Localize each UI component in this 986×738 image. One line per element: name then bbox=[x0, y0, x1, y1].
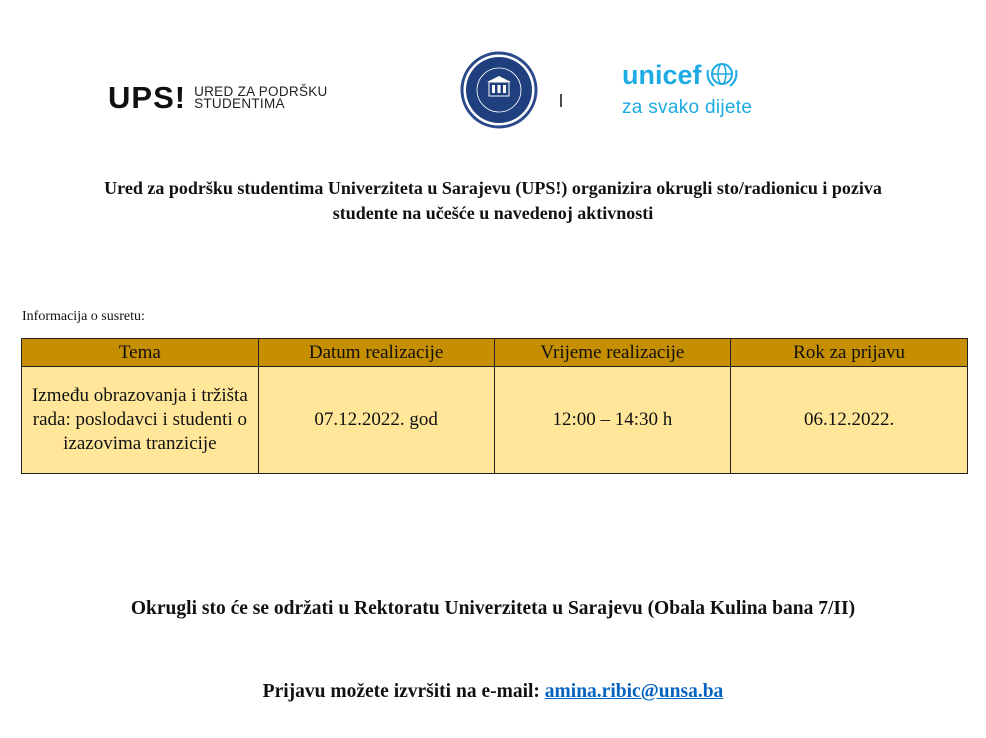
ups-mark: UPS! bbox=[108, 80, 187, 115]
ups-logo-text bbox=[194, 83, 328, 111]
seal-top-text: U S bbox=[479, 49, 519, 53]
cell-rok: 06.12.2022. bbox=[731, 367, 968, 474]
info-label: Informacija o susretu: bbox=[22, 309, 145, 324]
seal-bottom-text: STU NSIS bbox=[464, 119, 534, 129]
ups-text-line1: URED ZA PODRŠKU bbox=[194, 83, 328, 99]
unicef-logo bbox=[622, 60, 752, 119]
table-row bbox=[22, 367, 968, 474]
unicef-globe-icon bbox=[705, 60, 739, 90]
header-vrijeme: Vrijeme realizacije bbox=[494, 339, 731, 367]
intro-heading bbox=[40, 176, 946, 226]
table-header-row bbox=[22, 339, 968, 367]
location-text: Okrugli sto će se održati u Rektoratu Univerziteta u Sarajevu (Obala Kulina bana 7/II) bbox=[130, 598, 856, 619]
university-seal-logo bbox=[434, 49, 564, 129]
email-link[interactable]: amina.ribic@unsa.ba bbox=[544, 681, 724, 702]
header-tema: Tema bbox=[22, 339, 259, 367]
cell-datum: 07.12.2022. god bbox=[258, 367, 494, 474]
header-datum: Datum realizacije bbox=[258, 339, 494, 367]
intro-line-1: Ured za podršku studentima Univerziteta u Sarajevu (UPS!) organizira okrugli sto/radionicu i poziva bbox=[104, 178, 882, 198]
unicef-tagline: za svako dijete bbox=[622, 97, 753, 118]
ups-logo bbox=[108, 82, 328, 113]
apply-line bbox=[20, 681, 966, 703]
cell-vrijeme: 12:00 – 14:30 h bbox=[494, 367, 731, 474]
meeting-info-table bbox=[21, 338, 968, 474]
header-rok: Rok za prijavu bbox=[731, 339, 968, 367]
unicef-wordmark: unicef bbox=[622, 59, 702, 90]
intro-line-2: studente na učešće u navedenoj aktivnosti bbox=[332, 203, 654, 223]
ups-text-line2: STUDENTIMA bbox=[194, 95, 285, 111]
apply-prefix: Prijavu možete izvršiti na e-mail: bbox=[262, 681, 545, 702]
cell-tema: Između obrazovanja i tržišta rada: poslodavci i studenti o izazovima tranzicije bbox=[22, 367, 259, 474]
logo-bar bbox=[0, 42, 986, 142]
